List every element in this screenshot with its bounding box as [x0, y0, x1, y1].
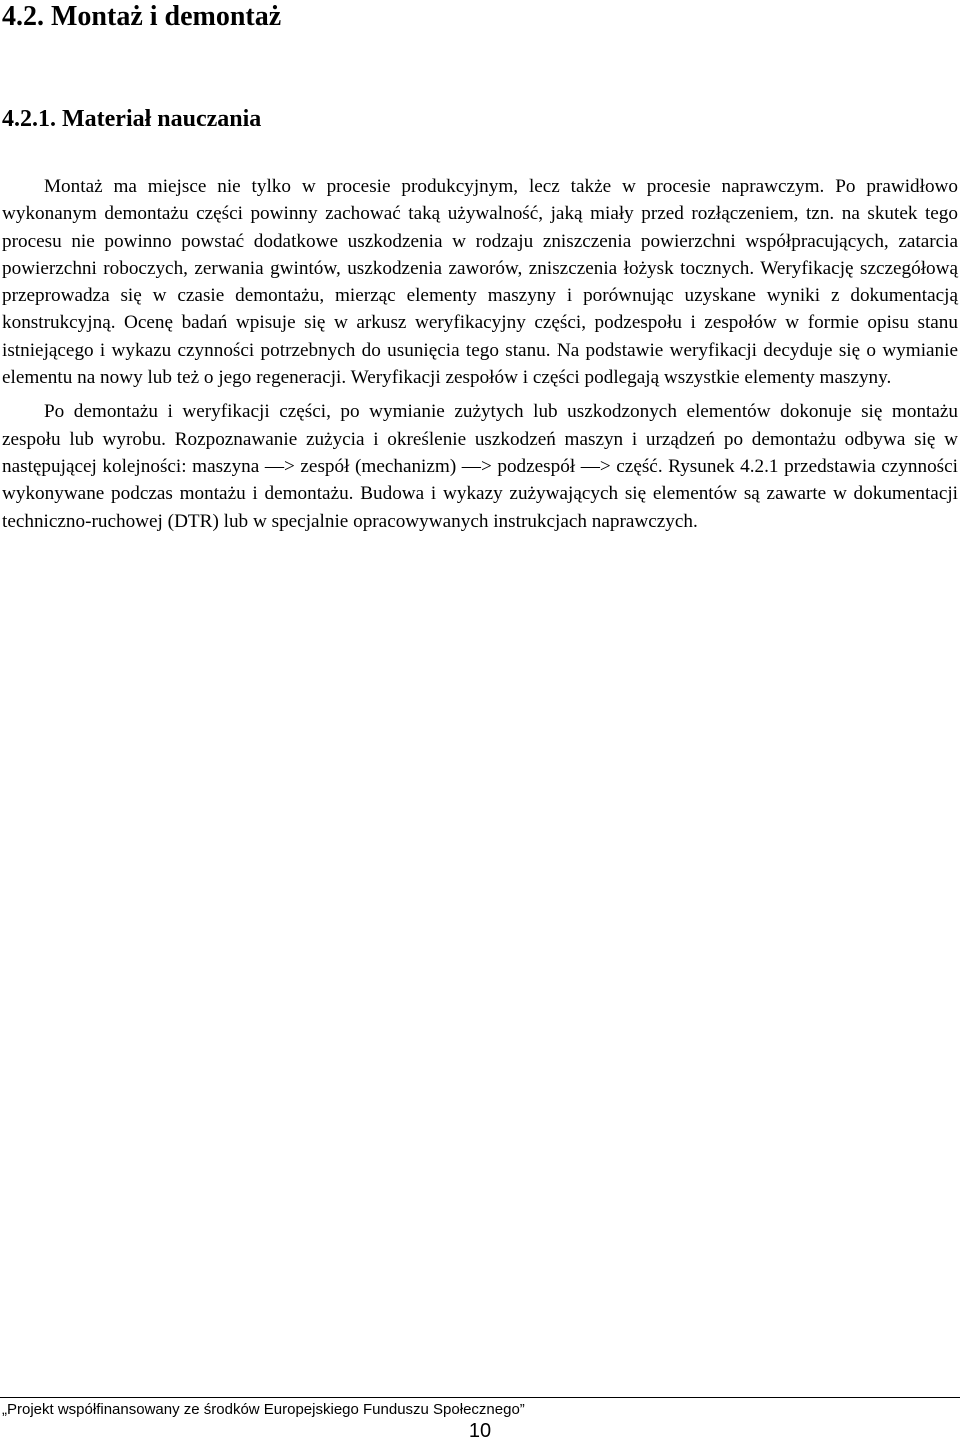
body-text: [2, 173, 958, 535]
page-number: 10: [468, 1420, 492, 1442]
section-heading: 4.2. Montaż i demontaż: [2, 1, 282, 32]
paragraph-1: Montaż ma miejsce nie tylko w procesie produkcyjnym, lecz także w procesie naprawczym. Po prawidłowo wykonanym demontażu części powinny zachować taką używalność, jaką miały przed rozłączeniem, tzn. na skutek tego procesu nie powinno powstać dodatkowe uszkodzenia w rodzaju zniszczenia powierzchni współpracujących, zatarcia powierzchni roboczych, zerwania gwintów, uszkodzenia zaworów, zniszczenia łożysk tocznych. Weryfikację szczegółową przeprowadza się w czasie demontażu, mierząc elementy maszyny i porównując uzyskane wyniki z dokumentacją konstrukcyjną. Ocenę badań wpisuje się w arkusz weryfikacyjny części, podzespołu i zespołów w formie opisu stanu istniejącego i wykazu czynności potrzebnych do usunięcia tego stanu. Na podstawie weryfikacji decyduje się o wymianie elementu na nowy lub też o jego regeneracji. Weryfikacji zespołów i części podlegają wszystkie elementy maszyny.: [2, 176, 958, 389]
subsection-heading: 4.2.1. Materiał nauczania: [2, 106, 262, 132]
footer-project-note: „Projekt współfinansowany ze środków Europejskiego Funduszu Społecznego”: [2, 1401, 525, 1418]
paragraph-2: Po demontażu i weryfikacji części, po wymianie zużytych lub uszkodzonych elementów dokonuje się montażu zespołu lub wyrobu. Rozpoznawanie zużycia i określenie uszkodzeń maszyn i urządzeń po demontażu odbywa się w następującej kolejności: maszyna —> zespół (mechanizm) —> podzespół —> część. Rysunek 4.2.1 przedstawia czynności wykonywane podczas montażu i demontażu. Budowa i wykazy zużywających się elementów są zawarte w dokumentacji techniczno-ruchowej (DTR) lub w specjalnie opracowywanych instrukcjach naprawczych.: [2, 401, 958, 532]
footer-divider: [0, 1397, 960, 1398]
